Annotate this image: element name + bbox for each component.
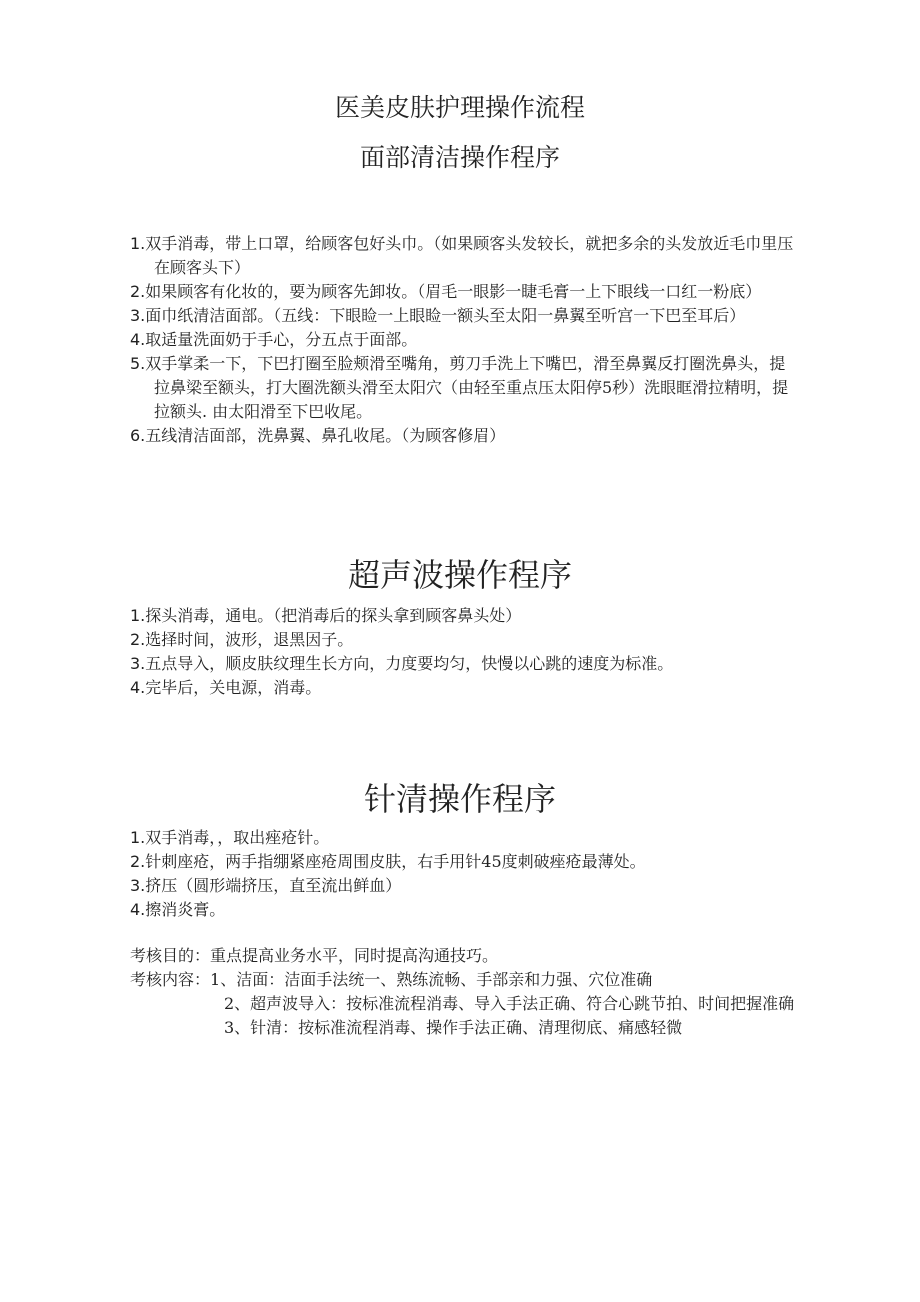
- document-title: 医美皮肤护理操作流程: [334, 93, 585, 122]
- list-item: 1.探头消毒，通电。（把消毒后的探头拿到顾客鼻头处）: [130, 606, 522, 625]
- exam-section: [130, 944, 795, 1040]
- list-item: 2.针刺座疮，两手指绷紧座疮周围皮肤，右手用针45度刺破痤疮最薄处。: [130, 852, 646, 871]
- list-item: 1.双手消毒，，取出痤疮针。: [130, 828, 330, 847]
- exam-content-label: 考核内容：: [130, 970, 211, 989]
- exam-content: [130, 968, 795, 992]
- list-item: 4.完毕后，关电源，消毒。: [130, 678, 322, 697]
- list-item: 2.选择时间，波形，退黑因子。: [130, 630, 354, 649]
- list-item: 3.五点导入，顺皮肤纹理生长方向，力度要均匀，快慢以心跳的速度为标准。: [130, 654, 674, 673]
- exam-goal-text: 重点提高业务水平，同时提高沟通技巧。: [210, 946, 499, 965]
- list-item: 5.双手掌柔一下，下巴打圈至脸颊滑至嘴角，剪刀手洗上下嘴巴，滑至鼻翼反打圈洗鼻头，提拉鼻梁至额头，打大圈洗额头滑至太阳穴（由轻至重点压太阳停5秒）洗眼眶滑拉精明，提拉额头. 由太阳滑至下巴收尾。: [130, 354, 789, 421]
- list-item: 2.如果顾客有化妆的，要为顾客先卸妆。（眉毛一眼影一睫毛膏一上下眼线一口红一粉底）: [130, 282, 762, 301]
- list-item: 1.双手消毒，带上口罩，给顾客包好头巾。（如果顾客头发较长，就把多余的头发放近毛巾里压在顾客头下）: [130, 234, 794, 277]
- ultrasound-steps: [130, 604, 795, 700]
- needle-cleansing-steps: [130, 826, 795, 922]
- list-item: 3.挤压（圆形端挤压，直至流出鲜血）: [130, 876, 402, 895]
- exam-content-item: 3、针清：按标准流程消毒、操作手法正确、清理彻底、痛感轻微: [224, 1018, 683, 1037]
- list-item: 4.取适量洗面奶于手心，分五点于面部。: [130, 330, 418, 349]
- facial-cleansing-steps: [130, 232, 795, 448]
- section-heading-needle-cleansing: 针清操作程序: [363, 780, 556, 818]
- list-item: 4.擦消炎膏。: [130, 900, 226, 919]
- list-item: 3.面巾纸清洁面部。（五线：下眼睑一上眼睑一额头至太阳一鼻翼至听宫一下巴至耳后）: [130, 306, 746, 325]
- exam-content-item: 1、洁面：洁面手法统一、熟练流畅、手部亲和力强、穴位准确: [210, 970, 653, 989]
- exam-goal: [130, 944, 795, 968]
- list-item: 6.五线清洁面部，洗鼻翼、鼻孔收尾。（为顾客修眉）: [130, 426, 506, 445]
- section-heading-facial-cleansing: 面部清洁操作程序: [359, 143, 560, 172]
- exam-content-item: 2、超声波导入：按标准流程消毒、导入手法正确、符合心跳节拍、时间把握准确: [224, 994, 795, 1013]
- exam-goal-label: 考核目的：: [130, 946, 211, 965]
- section-heading-ultrasound: 超声波操作程序: [347, 556, 572, 594]
